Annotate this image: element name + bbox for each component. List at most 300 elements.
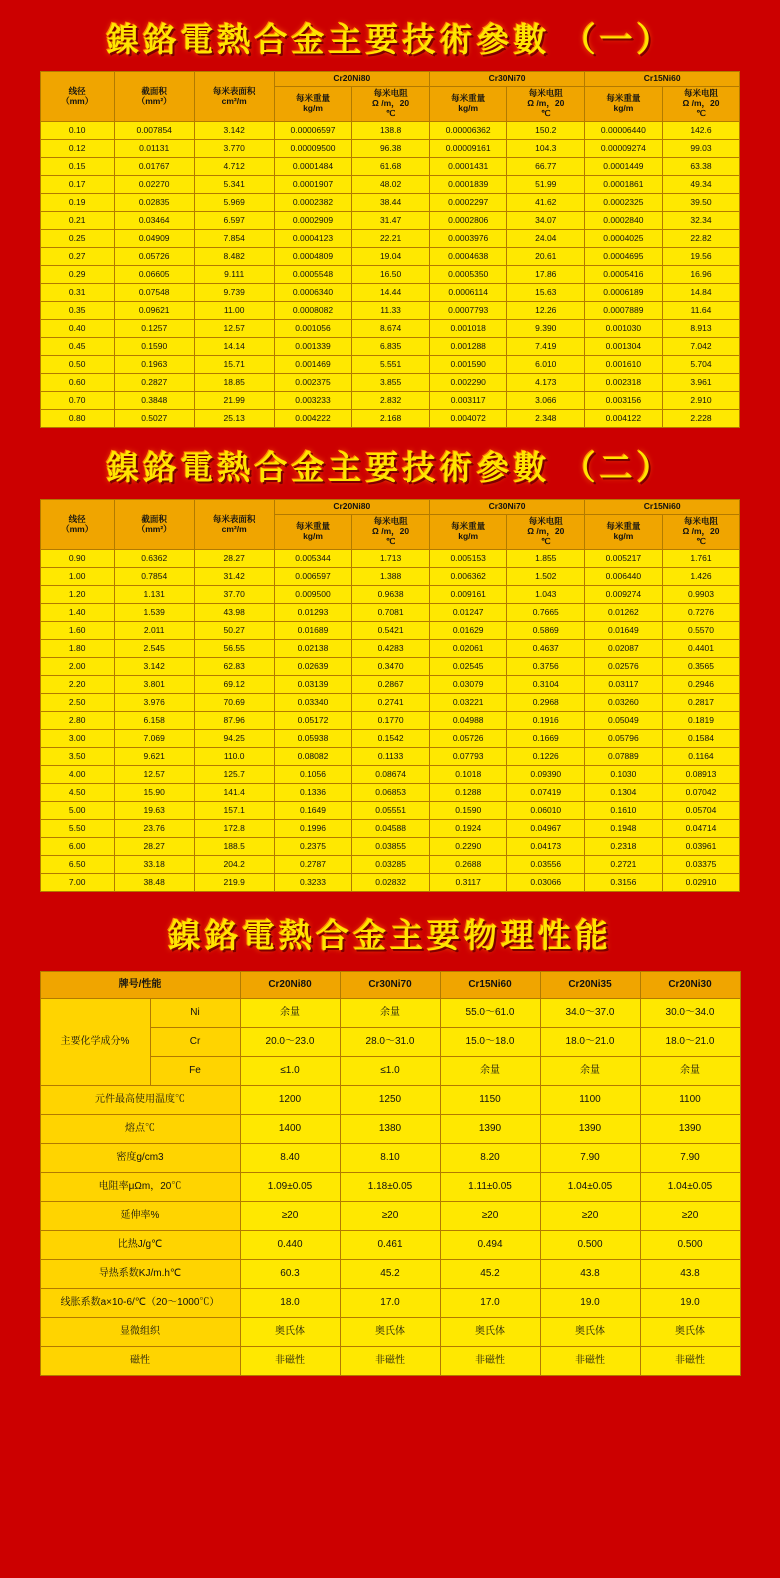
table-cell: 0.0002382 (274, 194, 352, 212)
header-resistance-3-line1: 每米电阻 (683, 88, 718, 99)
table-cell: 56.55 (194, 640, 274, 658)
table-cell: 34.0～37.0 (540, 999, 640, 1028)
table-cell: 0.05172 (274, 712, 352, 730)
table-cell: 22.82 (662, 230, 740, 248)
table-cell: 2.011 (114, 622, 194, 640)
table-cell: 12.57 (194, 320, 274, 338)
table-cell: 0.2817 (662, 694, 740, 712)
table-cell: 104.3 (507, 140, 585, 158)
header-weight-1-line1: 每米重量 (295, 93, 330, 104)
table-cell: 6.158 (114, 712, 194, 730)
table-cell: 0.7854 (114, 568, 194, 586)
table-cell: 0.03556 (507, 856, 585, 874)
table-cell: 0.00009274 (585, 140, 663, 158)
table-cell: 0.0005548 (274, 266, 352, 284)
table-cell: 0.6362 (114, 550, 194, 568)
table-cell: 0.3848 (114, 392, 194, 410)
table-cell: 142.6 (662, 122, 740, 140)
table-cell: 3.142 (194, 122, 274, 140)
table-cell: 奥氏体 (340, 1318, 440, 1347)
table-cell: 60.3 (240, 1260, 340, 1289)
table-cell: 14.44 (352, 284, 430, 302)
table-cell: 0.3470 (352, 658, 430, 676)
table-cell: 50.27 (194, 622, 274, 640)
header-alloy-cr30ni70: Cr30Ni70 (429, 500, 584, 515)
table-cell: 0.01131 (114, 140, 194, 158)
header-weight-2-line2: kg/m (458, 531, 479, 541)
table-cell: 5.704 (662, 356, 740, 374)
table-cell: 0.5869 (507, 622, 585, 640)
table-row (40, 694, 740, 712)
table-cell: 0.500 (640, 1231, 740, 1260)
table-cell: 0.1133 (352, 748, 430, 766)
table-cell: 0.31 (40, 284, 114, 302)
table-cell: 1100 (640, 1086, 740, 1115)
phys-element-label: Ni (150, 999, 240, 1028)
table-row (40, 410, 740, 428)
table-row (40, 356, 740, 374)
table-cell: 33.18 (114, 856, 194, 874)
table-cell: 69.12 (194, 676, 274, 694)
table-row (40, 784, 740, 802)
table-cell: 0.03079 (429, 676, 507, 694)
table-cell: 4.00 (40, 766, 114, 784)
table-cell: 0.03066 (507, 874, 585, 892)
table-row (40, 766, 740, 784)
table-cell: 6.50 (40, 856, 114, 874)
header-alloy-cr15ni60: Cr15Ni60 (585, 500, 740, 515)
table-cell: 奥氏体 (440, 1318, 540, 1347)
table-cell: 9.390 (507, 320, 585, 338)
table-cell: 0.1304 (585, 784, 663, 802)
table-cell: 非磁性 (340, 1347, 440, 1376)
header-resistance-2-line2: Ω /m，20 (527, 526, 565, 537)
table-cell: 0.60 (40, 374, 114, 392)
table-cell: 2.168 (352, 410, 430, 428)
table-row (40, 1260, 740, 1289)
table-cell: 0.1948 (585, 820, 663, 838)
table-cell: 0.02545 (429, 658, 507, 676)
table-cell: 1200 (240, 1086, 340, 1115)
table-cell: 0.3117 (429, 874, 507, 892)
table-cell: 0.1963 (114, 356, 194, 374)
header-resistance-3-line3: ℃ (696, 107, 706, 118)
table-cell: 41.62 (507, 194, 585, 212)
table-cell: 0.01247 (429, 604, 507, 622)
table-cell: 0.001339 (274, 338, 352, 356)
table-cell: 0.4637 (507, 640, 585, 658)
table-cell: 0.0001431 (429, 158, 507, 176)
table-cell: 12.26 (507, 302, 585, 320)
table-cell: 余量 (540, 1057, 640, 1086)
table-cell: 1.502 (507, 568, 585, 586)
header-alloy-cr15ni60: Cr15Ni60 (585, 72, 740, 87)
table-row (40, 1202, 740, 1231)
table-cell: 45.2 (340, 1260, 440, 1289)
table-cell: 1.539 (114, 604, 194, 622)
table-cell: 0.004122 (585, 410, 663, 428)
table-row (40, 320, 740, 338)
table-cell: 1.388 (352, 568, 430, 586)
table-cell: 20.61 (507, 248, 585, 266)
table-cell: 51.99 (507, 176, 585, 194)
table-cell: 125.7 (194, 766, 274, 784)
header-diameter-line1: 线径 (68, 85, 86, 96)
table-cell: 0.0004638 (429, 248, 507, 266)
phys-col-cr20ni80: Cr20Ni80 (240, 972, 340, 999)
table-cell: 19.04 (352, 248, 430, 266)
phys-row-label: 线胀系数a×10-6/℃（20～1000℃） (40, 1289, 240, 1318)
phys-header-row (40, 972, 740, 999)
table-cell: 8.10 (340, 1144, 440, 1173)
table-cell: 0.005344 (274, 550, 352, 568)
table-cell: 0.27 (40, 248, 114, 266)
table-cell: 7.069 (114, 730, 194, 748)
table-cell: 0.001018 (429, 320, 507, 338)
header-resistance-1-line1: 每米电阻 (373, 88, 408, 99)
table-cell: 150.2 (507, 122, 585, 140)
table-cell: 19.0 (640, 1289, 740, 1318)
table-cell: 0.04988 (429, 712, 507, 730)
table-cell: 0.0004809 (274, 248, 352, 266)
table-row (40, 284, 740, 302)
table-cell: 0.06605 (114, 266, 194, 284)
table-cell: 16.96 (662, 266, 740, 284)
table-row (40, 1347, 740, 1376)
header-weight-1 (274, 87, 352, 122)
header-diameter-line1: 线径 (68, 513, 86, 524)
table-cell: 3.066 (507, 392, 585, 410)
header-area (114, 72, 194, 122)
header-resistance-1-line1: 每米电阻 (373, 516, 408, 527)
table-cell: 34.07 (507, 212, 585, 230)
table-cell: 7.854 (194, 230, 274, 248)
table-cell: 48.02 (352, 176, 430, 194)
table-cell: 0.19 (40, 194, 114, 212)
header-area-line1: 截面积 (141, 513, 167, 524)
table-cell: 0.05049 (585, 712, 663, 730)
table-cell: 0.0005416 (585, 266, 663, 284)
table-cell: 0.03117 (585, 676, 663, 694)
table-cell: 余量 (440, 1057, 540, 1086)
table-cell: 1.043 (507, 586, 585, 604)
table-cell: 0.1924 (429, 820, 507, 838)
table-cell: 0.00006597 (274, 122, 352, 140)
table-cell: ≥20 (540, 1202, 640, 1231)
header-resistance-2-line3: ℃ (541, 107, 551, 118)
header-weight-1 (274, 515, 352, 550)
table-cell: 18.0～21.0 (540, 1028, 640, 1057)
table-cell: 0.004222 (274, 410, 352, 428)
table-cell: 22.21 (352, 230, 430, 248)
table-cell: 63.38 (662, 158, 740, 176)
header-alloy-cr20ni80: Cr20Ni80 (274, 72, 429, 87)
table-cell: 0.2688 (429, 856, 507, 874)
table-cell: 余量 (640, 1057, 740, 1086)
table-cell: ≥20 (440, 1202, 540, 1231)
header-surface (194, 500, 274, 550)
table-cell: 0.1226 (507, 748, 585, 766)
table-cell: 0.4401 (662, 640, 740, 658)
table-cell: 3.142 (114, 658, 194, 676)
table-cell: 1100 (540, 1086, 640, 1115)
table-cell: 奥氏体 (540, 1318, 640, 1347)
table-row (40, 1086, 740, 1115)
table-cell: 0.7081 (352, 604, 430, 622)
table-cell: 0.03221 (429, 694, 507, 712)
table-cell: 4.50 (40, 784, 114, 802)
table-cell: 0.05704 (662, 802, 740, 820)
table-cell: 0.00006440 (585, 122, 663, 140)
table-cell: 5.50 (40, 820, 114, 838)
header-resistance-1 (352, 87, 430, 122)
table-cell: 0.1336 (274, 784, 352, 802)
table-cell: 6.010 (507, 356, 585, 374)
header-resistance-2-line2: Ω /m，20 (527, 98, 565, 109)
table-cell: 1150 (440, 1086, 540, 1115)
table-cell: 1.855 (507, 550, 585, 568)
table-cell: 8.913 (662, 320, 740, 338)
header-resistance-2-line1: 每米电阻 (528, 88, 563, 99)
table-cell: 2.00 (40, 658, 114, 676)
table-cell: 28.27 (114, 838, 194, 856)
table-cell: 0.02835 (114, 194, 194, 212)
table-cell: 31.47 (352, 212, 430, 230)
phys-row-label: 元件最高使用温度℃ (40, 1086, 240, 1115)
header-resistance-2-line1: 每米电阻 (528, 516, 563, 527)
table-cell: 0.35 (40, 302, 114, 320)
table-cell: 0.00009500 (274, 140, 352, 158)
phys-element-label: Cr (150, 1028, 240, 1057)
table-cell: 0.494 (440, 1231, 540, 1260)
table-cell: ≥20 (240, 1202, 340, 1231)
header-surface-line1: 每米表面积 (212, 85, 256, 96)
table-cell: 0.0005350 (429, 266, 507, 284)
header-area-line2: （mm²） (136, 523, 172, 534)
table-cell: 0.03464 (114, 212, 194, 230)
table-cell: 0.25 (40, 230, 114, 248)
table-cell: 0.002290 (429, 374, 507, 392)
table-cell: 0.2290 (429, 838, 507, 856)
table-cell: 0.07548 (114, 284, 194, 302)
table-cell: 0.003156 (585, 392, 663, 410)
phys-col-cr20ni35: Cr20Ni35 (540, 972, 640, 999)
table-cell: 43.8 (640, 1260, 740, 1289)
phys-row-label: 电阻率μΩm，20℃ (40, 1173, 240, 1202)
table-cell: 0.03139 (274, 676, 352, 694)
table-cell: 1390 (540, 1115, 640, 1144)
table-cell: 0.01262 (585, 604, 663, 622)
table-row (40, 302, 740, 320)
table-cell: 1.40 (40, 604, 114, 622)
table-cell: 0.2827 (114, 374, 194, 392)
table-cell: 1.18±0.05 (340, 1173, 440, 1202)
table-cell: 0.04714 (662, 820, 740, 838)
header-weight-2-line1: 每米重量 (451, 521, 486, 532)
table-cell: 2.20 (40, 676, 114, 694)
phys-row-label: 密度g/cm3 (40, 1144, 240, 1173)
table-cell: 0.02832 (352, 874, 430, 892)
table-cell: 30.0～34.0 (640, 999, 740, 1028)
table-cell: 1.761 (662, 550, 740, 568)
table-cell: 0.06010 (507, 802, 585, 820)
table-cell: 0.70 (40, 392, 114, 410)
table-cell: 11.64 (662, 302, 740, 320)
table-cell: 0.1610 (585, 802, 663, 820)
table-row (40, 374, 740, 392)
header-area (114, 500, 194, 550)
table-cell: 66.77 (507, 158, 585, 176)
table-cell: 8.20 (440, 1144, 540, 1173)
header-weight-2 (429, 87, 507, 122)
phys-row-label: 比热J/g℃ (40, 1231, 240, 1260)
table-cell: 0.009274 (585, 586, 663, 604)
header-resistance-2-line3: ℃ (541, 535, 551, 546)
table-cell: 11.33 (352, 302, 430, 320)
table-cell: 0.0004695 (585, 248, 663, 266)
table-cell: 0.01293 (274, 604, 352, 622)
table-cell: 23.76 (114, 820, 194, 838)
params-table-part2-body (40, 550, 740, 892)
table-row (40, 676, 740, 694)
header-resistance-2 (507, 515, 585, 550)
table-cell: 0.03961 (662, 838, 740, 856)
table-cell: 5.00 (40, 802, 114, 820)
table-cell: 0.80 (40, 410, 114, 428)
table-cell: 45.2 (440, 1260, 540, 1289)
table-cell: 0.09621 (114, 302, 194, 320)
table-cell: 3.50 (40, 748, 114, 766)
table-cell: 0.9638 (352, 586, 430, 604)
table-cell: 0.006440 (585, 568, 663, 586)
table-row (40, 730, 740, 748)
table-cell: 3.770 (194, 140, 274, 158)
table-cell: 0.3756 (507, 658, 585, 676)
table-cell: 7.042 (662, 338, 740, 356)
header-weight-3 (585, 87, 663, 122)
table-cell: 0.3156 (585, 874, 663, 892)
table-cell: 25.13 (194, 410, 274, 428)
table-row (40, 140, 740, 158)
table-cell: 0.07419 (507, 784, 585, 802)
table-row (40, 1289, 740, 1318)
section-title-3: 鎳鉻電熱合金主要物理性能 (168, 919, 612, 955)
table-cell: 87.96 (194, 712, 274, 730)
table-cell: 0.001469 (274, 356, 352, 374)
table-cell: 1.09±0.05 (240, 1173, 340, 1202)
table-row (40, 658, 740, 676)
table-cell: 9.621 (114, 748, 194, 766)
table-cell: 0.06853 (352, 784, 430, 802)
table-cell: 0.001590 (429, 356, 507, 374)
table-cell: 0.0001907 (274, 176, 352, 194)
table-cell: 6.835 (352, 338, 430, 356)
table-cell: 0.40 (40, 320, 114, 338)
table-cell: 0.5027 (114, 410, 194, 428)
table-row (40, 158, 740, 176)
table-cell: 0.1288 (429, 784, 507, 802)
table-cell: 1390 (440, 1115, 540, 1144)
table-cell: 0.08674 (352, 766, 430, 784)
header-diameter (40, 500, 114, 550)
table-cell: 0.0008082 (274, 302, 352, 320)
table-cell: 138.8 (352, 122, 430, 140)
header-weight-2-line2: kg/m (458, 103, 479, 113)
header-weight-2-line1: 每米重量 (451, 93, 486, 104)
table-cell: 0.0002325 (585, 194, 663, 212)
table-cell: 0.009161 (429, 586, 507, 604)
table-cell: ≥20 (340, 1202, 440, 1231)
table-cell: 16.50 (352, 266, 430, 284)
table-cell: 17.86 (507, 266, 585, 284)
header-resistance-3-line3: ℃ (696, 535, 706, 546)
table-cell: 非磁性 (440, 1347, 540, 1376)
table-cell: 0.1018 (429, 766, 507, 784)
table-cell: 3.855 (352, 374, 430, 392)
header-resistance-3 (662, 87, 740, 122)
table-cell: 0.03340 (274, 694, 352, 712)
table-cell: 0.006362 (429, 568, 507, 586)
table-cell: 1390 (640, 1115, 740, 1144)
table-cell: 0.03375 (662, 856, 740, 874)
section-title-2: 鎳鉻電熱合金主要技術參數 （二） (106, 451, 674, 487)
table-cell: 0.001056 (274, 320, 352, 338)
table-cell: 1250 (340, 1086, 440, 1115)
table-cell: 24.04 (507, 230, 585, 248)
table-row (40, 194, 740, 212)
table-cell: 0.2741 (352, 694, 430, 712)
table-cell: 0.1649 (274, 802, 352, 820)
table-cell: 17.0 (440, 1289, 540, 1318)
table-cell: 110.0 (194, 748, 274, 766)
table-cell: 0.07889 (585, 748, 663, 766)
table-cell: 15.71 (194, 356, 274, 374)
table-cell: 18.0～21.0 (640, 1028, 740, 1057)
table-cell: 0.9903 (662, 586, 740, 604)
header-alloy-cr30ni70: Cr30Ni70 (429, 72, 584, 87)
table-cell: 43.98 (194, 604, 274, 622)
params-table-part1-body (40, 122, 740, 428)
physical-properties-table (40, 971, 741, 1376)
table-cell: 28.0～31.0 (340, 1028, 440, 1057)
table-cell: 0.3233 (274, 874, 352, 892)
table-cell: 0.0002806 (429, 212, 507, 230)
header-resistance-2 (507, 87, 585, 122)
table-row (40, 338, 740, 356)
table-cell: 1380 (340, 1115, 440, 1144)
table-cell: 1.20 (40, 586, 114, 604)
table-cell: 7.00 (40, 874, 114, 892)
phys-row-label: 延伸率% (40, 1202, 240, 1231)
table-cell: 0.0004025 (585, 230, 663, 248)
table-row (40, 712, 740, 730)
table-cell: 19.0 (540, 1289, 640, 1318)
phys-row-label: 熔点℃ (40, 1115, 240, 1144)
table-cell: 5.969 (194, 194, 274, 212)
table-cell: 0.01689 (274, 622, 352, 640)
table-cell: 21.99 (194, 392, 274, 410)
table-cell: 20.0～23.0 (240, 1028, 340, 1057)
table-row (40, 230, 740, 248)
table-cell: 0.2721 (585, 856, 663, 874)
header-weight-3-line1: 每米重量 (606, 93, 641, 104)
table-cell: 0.1669 (507, 730, 585, 748)
table-cell: 7.419 (507, 338, 585, 356)
table-cell: 0.461 (340, 1231, 440, 1260)
table-cell: 0.3565 (662, 658, 740, 676)
table-row (40, 874, 740, 892)
table-cell: 0.0006189 (585, 284, 663, 302)
